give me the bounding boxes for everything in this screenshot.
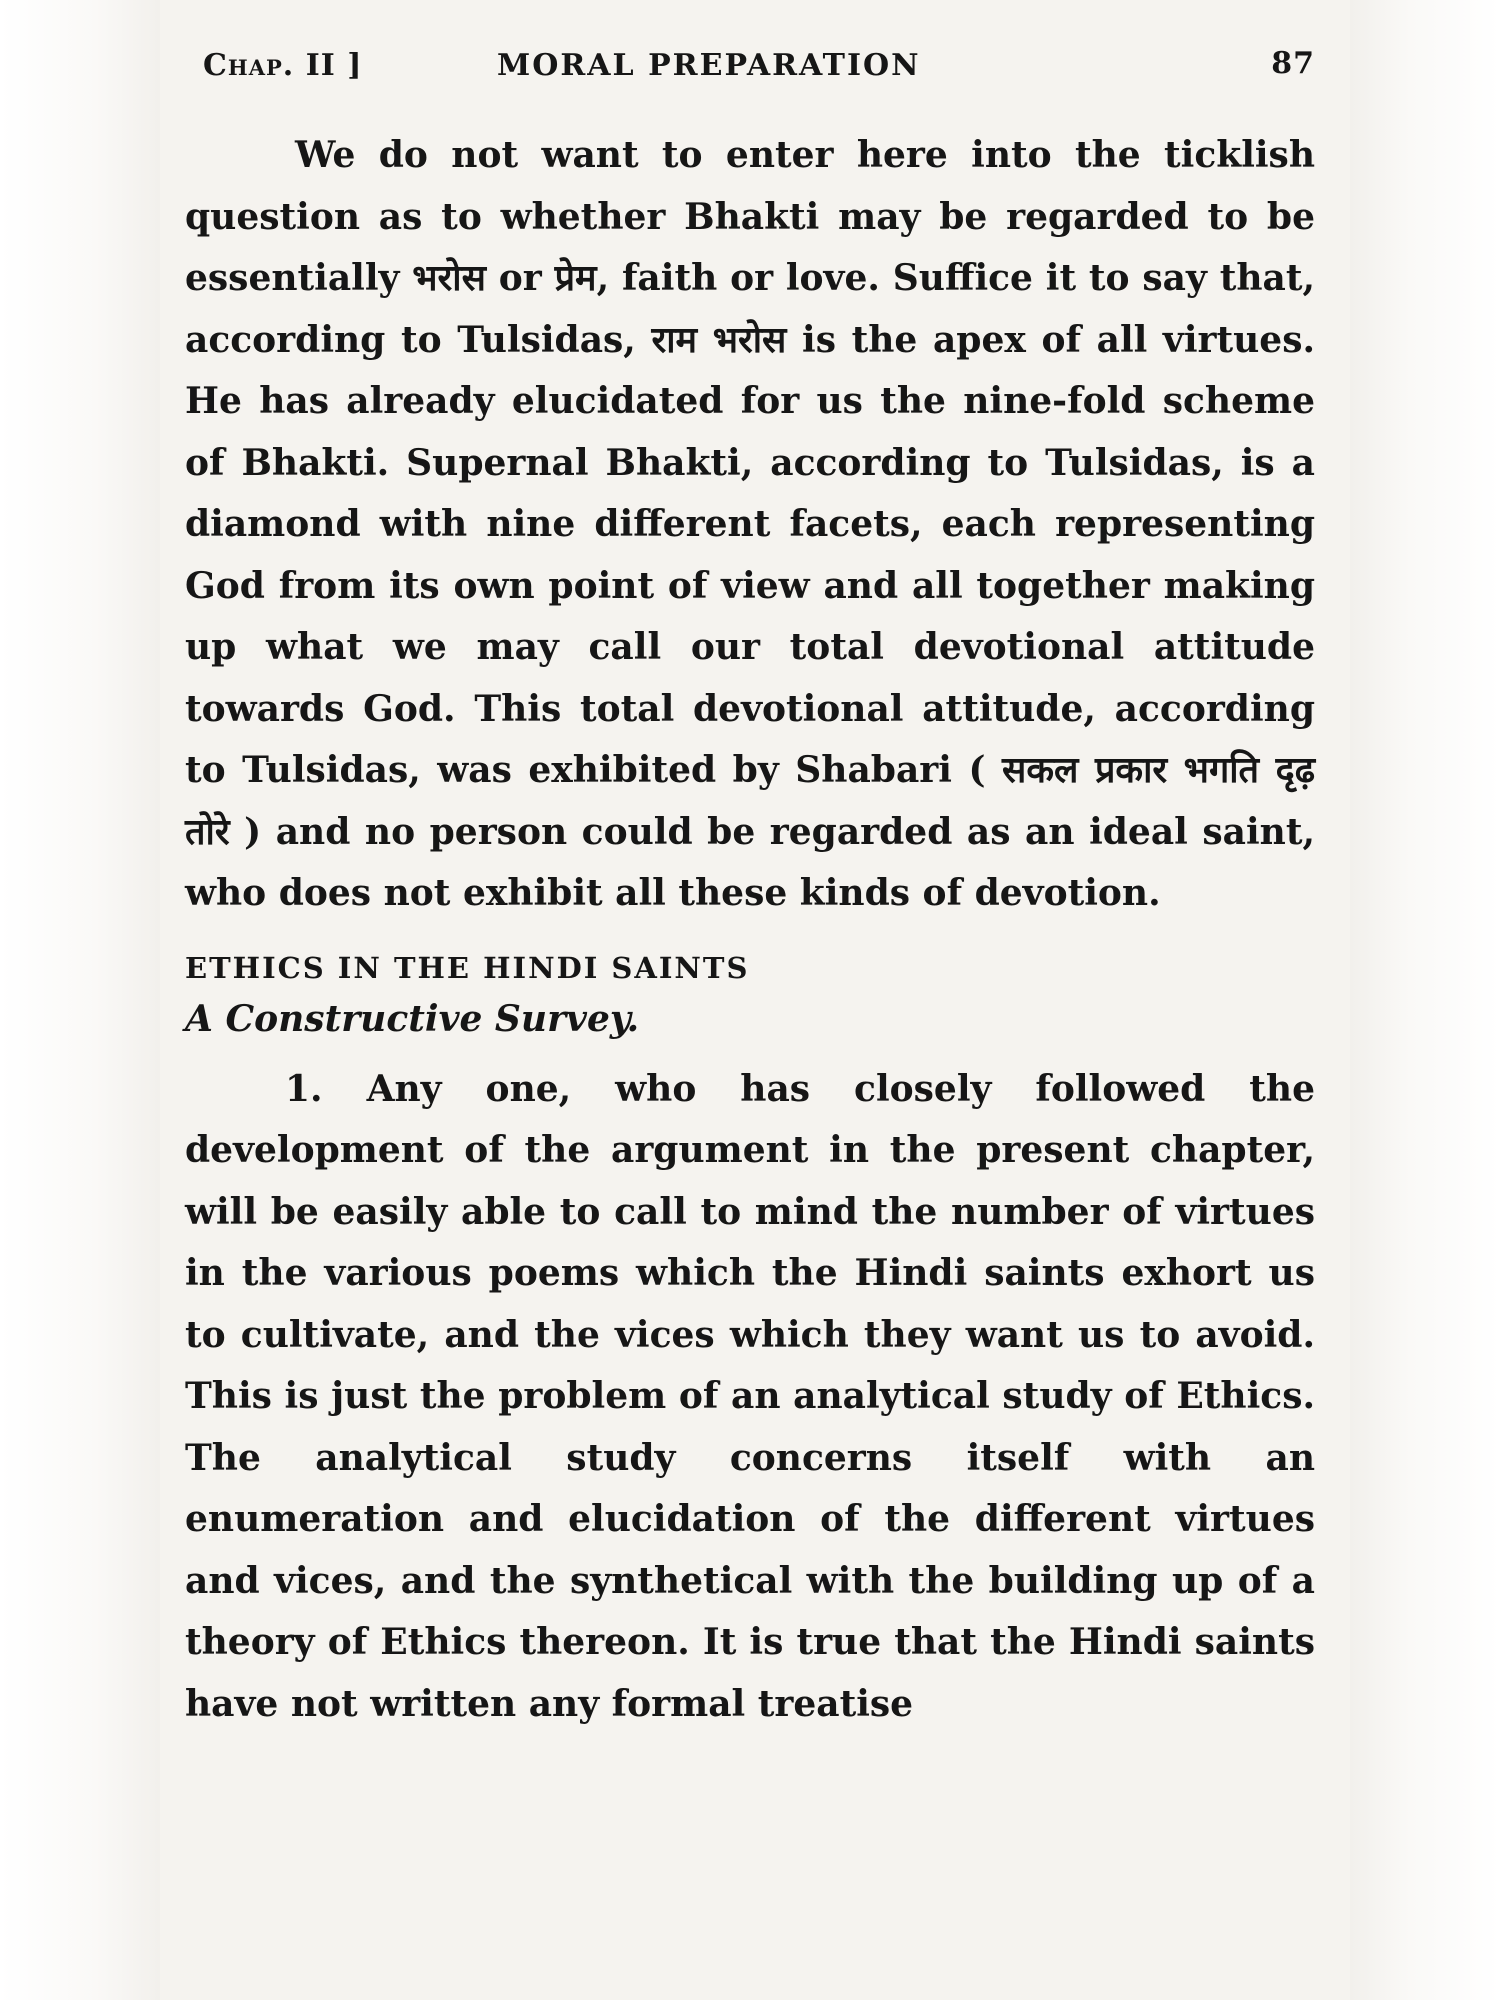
paragraph-numbered — [185, 1059, 1315, 1736]
page-number: 87 — [1271, 46, 1315, 81]
section-heading: ETHICS IN THE HINDI SAINTS — [185, 950, 750, 985]
paragraph-number: 1. — [285, 1067, 323, 1110]
hindi-quote: सकल प्रकार भगति दृढ़ तोरे — [185, 749, 1315, 853]
hindi-term-bharosa: भरोस — [412, 257, 486, 299]
hindi-term-rama-bharosa: राम भरोस — [651, 318, 787, 361]
page-body — [185, 125, 1315, 1735]
text-segment: is the apex of all virtues. He has already elucidated for us the nine-fold scheme of Bhakti. Supernal Bhakti, according to Tulsidas, is a diamond with nine different facets, each representing God from its own point of view and all together making up what we may call our total devotional attitude towards God. This total devotional attitude, according to Tulsidas, was exhibited by Shabari ( — [185, 318, 1316, 791]
scan-margin-left — [0, 0, 160, 2000]
paragraph-bhakti — [185, 125, 1315, 925]
paragraph-text: Any one, who has closely followed the development of the argument in the present chapter, will be easily able to call to mind the number of virtues in the various poems which the Hindi saints exhort us to cultivate, and the vices which they want us to avoid. This is just the problem of an analytical study of Ethics. The analytical study concerns itself with an enumeration and elucidation of the different virtues and vices, and the synthetical with the building up of a theory of Ethics thereon. It is true that the Hindi saints have not written any formal treatise — [185, 1067, 1315, 1725]
text-segment: ) and no person could be regarded as an ideal saint, who does not exhibit all these kinds of devotion. — [185, 810, 1315, 914]
book-page — [185, 40, 1315, 1960]
text-segment: or — [485, 257, 555, 299]
running-header — [185, 40, 1315, 90]
chapter-label: Chap. II ] — [203, 48, 363, 83]
text-segment: , faith or love. Suffice it to say that, according to Tulsidas, — [185, 257, 1315, 361]
text-segment: We do not want to enter here into the ticklish question as to whether Bhakti may be regarded to be essentially — [185, 134, 1315, 299]
hindi-term-prema: प्रेम — [554, 257, 597, 299]
scan-margin-right — [1350, 0, 1500, 2000]
section-subtitle: A Constructive Survey. — [185, 997, 640, 1040]
running-title: MORAL PREPARATION — [497, 48, 921, 83]
